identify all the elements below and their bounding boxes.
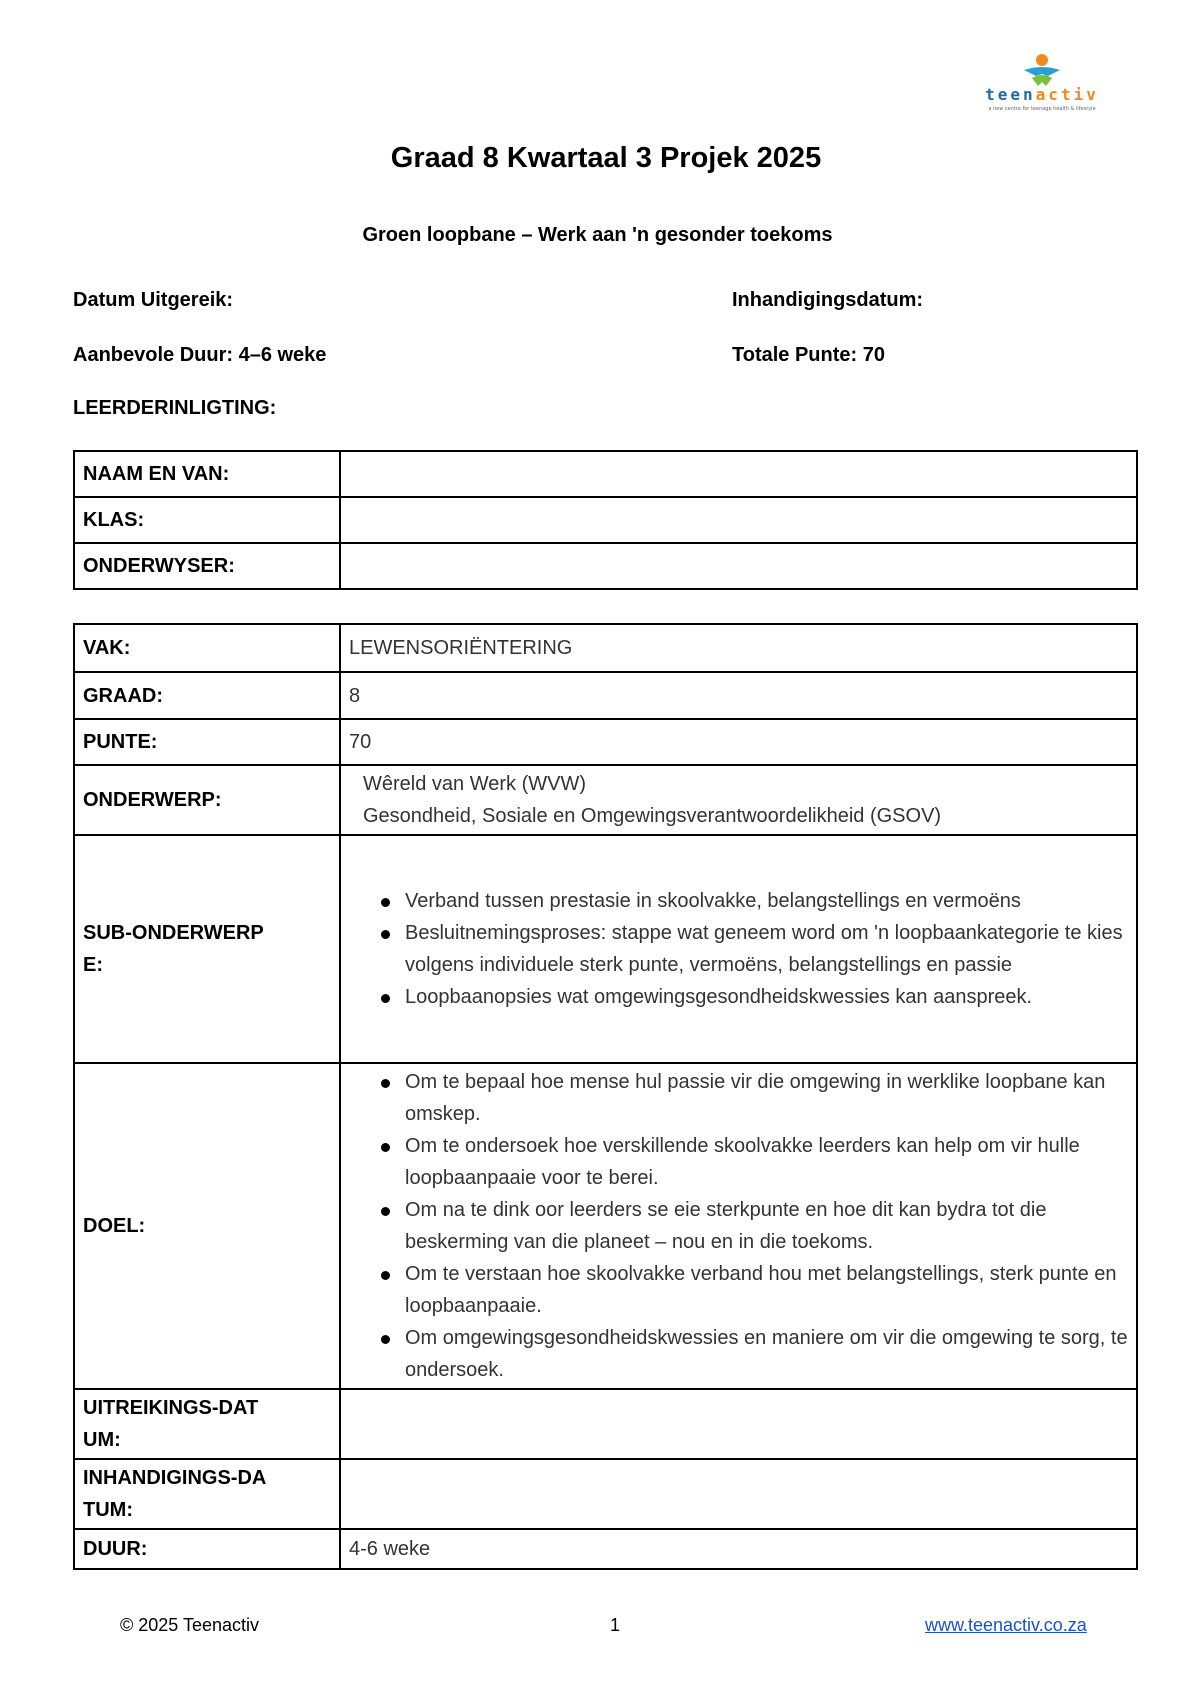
duration-value: 4-6 weke <box>340 1529 1137 1569</box>
row-grade <box>74 672 1137 719</box>
row-aim <box>74 1063 1137 1389</box>
grade-value: 8 <box>340 672 1137 719</box>
logo-figure-arms <box>1024 67 1060 76</box>
teacher-label: ONDERWYSER: <box>74 543 340 589</box>
row-subject <box>74 624 1137 672</box>
row-topic <box>74 765 1137 835</box>
topic-line-gsov: Gesondheid, Sosiale en Omgewingsverantwoordelikheid (GSOV) <box>363 805 942 827</box>
recommended-duration: Aanbevole Duur: 4–6 weke <box>73 344 327 366</box>
list-item: Besluitnemingsproses: stappe wat geneem word om 'n loopbaankategorie te kies volgens individuele sterk punte, vermoëns, belangstellings en passie <box>379 917 1128 981</box>
project-details-table <box>73 623 1138 1570</box>
topic-line-wvw: Wêreld van Werk (WVW) <box>363 773 586 795</box>
total-marks: Totale Punte: 70 <box>732 344 885 366</box>
list-item: Om te bepaal hoe mense hul passie vir die omgewing in werklike loopbane kan omskep. <box>379 1066 1128 1130</box>
learner-info-heading: LEERDERINLIGTING: <box>73 397 277 419</box>
learner-row-class <box>74 497 1137 543</box>
footer-copyright: © 2025 Teenactiv <box>120 1615 260 1635</box>
subject-label: VAK: <box>74 624 340 672</box>
duration-label: DUUR: <box>74 1529 340 1569</box>
due-date-value[interactable] <box>340 1459 1137 1529</box>
aim-value <box>340 1063 1137 1389</box>
marks-label: PUNTE: <box>74 719 340 765</box>
class-label: KLAS: <box>74 497 340 543</box>
teacher-value[interactable] <box>340 543 1137 589</box>
row-due-date <box>74 1459 1137 1529</box>
subtopics-label: SUB-ONDERWERP E: <box>74 835 340 1063</box>
list-item: Loopbaanopsies wat omgewingsgesondheidskwessies kan aanspreek. <box>379 981 1128 1013</box>
marks-value: 70 <box>340 719 1137 765</box>
list-item: Verband tussen prestasie in skoolvakke, belangstellings en vermoëns <box>379 885 1128 917</box>
name-label: NAAM EN VAN: <box>74 451 340 497</box>
teenactiv-logo <box>962 52 1122 114</box>
subject-value: LEWENSORIËNTERING <box>340 624 1137 672</box>
learner-row-name <box>74 451 1137 497</box>
document-title: Graad 8 Kwartaal 3 Projek 2025 <box>390 142 822 174</box>
due-date-label-cell: INHANDIGINGS-DA TUM: <box>74 1459 340 1529</box>
learner-info-table <box>73 450 1138 590</box>
subtopics-list <box>349 885 1128 1013</box>
list-item: Om omgewingsgesondheidskwessies en maniere om vir die omgewing te sorg, te ondersoek. <box>379 1322 1128 1386</box>
issue-date-value[interactable] <box>340 1389 1137 1459</box>
list-item: Om te verstaan hoe skoolvakke verband hou met belangstellings, sterk punte en loopbaanpaaie. <box>379 1258 1128 1322</box>
name-value[interactable] <box>340 451 1137 497</box>
logo-tagline: a new centre for teenage health & lifestyle <box>988 106 1096 112</box>
row-marks <box>74 719 1137 765</box>
aim-label: DOEL: <box>74 1063 340 1389</box>
list-item: Om te ondersoek hoe verskillende skoolvakke leerders kan help om vir hulle loopbaanpaaie voor te berei. <box>379 1130 1128 1194</box>
grade-label: GRAAD: <box>74 672 340 719</box>
topic-value <box>340 765 1137 835</box>
class-value[interactable] <box>340 497 1137 543</box>
learner-row-teacher <box>74 543 1137 589</box>
issued-date-label: Datum Uitgereik: <box>73 289 234 311</box>
logo-figure-head <box>1036 54 1048 66</box>
svg-text:teenactiv <box>985 85 1099 104</box>
aim-list <box>349 1066 1128 1386</box>
logo-text-activ: activ <box>1035 85 1099 104</box>
topic-label: ONDERWERP: <box>74 765 340 835</box>
footer-page-number: 1 <box>610 1615 621 1635</box>
row-issue-date <box>74 1389 1137 1459</box>
row-duration <box>74 1529 1137 1569</box>
due-date-label: Inhandigingsdatum: <box>732 289 924 311</box>
row-subtopics <box>74 835 1137 1063</box>
issue-date-label: UITREIKINGS-DAT UM: <box>74 1389 340 1459</box>
subtopics-value <box>340 835 1137 1063</box>
document-subtitle: Groen loopbane – Werk aan 'n gesonder toekoms <box>362 224 833 246</box>
footer-website-link[interactable]: www.teenactiv.co.za <box>925 1615 1087 1635</box>
list-item: Om na te dink oor leerders se eie sterkpunte en hoe dit kan bydra tot die beskerming van die planeet – nou en in die toekoms. <box>379 1194 1128 1258</box>
logo-text-teen: teen <box>985 85 1036 104</box>
